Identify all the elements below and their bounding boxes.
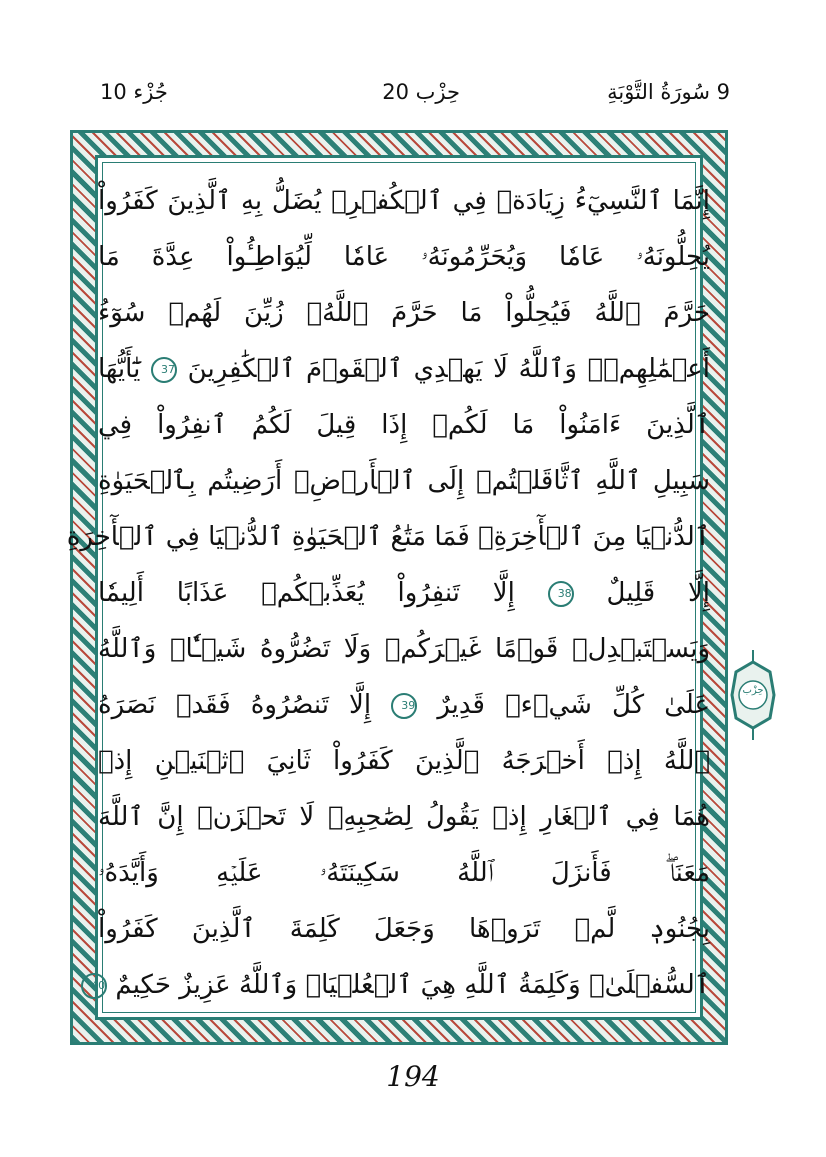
hizb-medallion xyxy=(730,650,776,740)
verse-line: أَعۡمَٰلِهِمۡۗ وَٱللَّهُ لَا يَهۡدِي ٱلۡقَوۡمَ ٱلۡكَٰفِرِينَ 37 يَٰٓأَيُّهَا xyxy=(98,354,711,384)
verse-line: سَبِيلِ ٱللَّهِ ٱثَّاقَلۡتُمۡ إِلَى ٱلۡأَرۡضِۚ أَرَضِيتُم بِٱلۡحَيَوٰةِ xyxy=(98,466,710,496)
verse-line: ٱلسُّفۡلَىٰۗ وَكَلِمَةُ ٱللَّهِ هِيَ ٱلۡعُلۡيَاۗ وَٱللَّهُ عَزِيزٌ حَكِيمٌ 40 xyxy=(98,960,710,1010)
verse-line: ٱلدُّنۡيَا مِنَ ٱلۡأٓخِرَةِۚ فَمَا مَتَٰعُ ٱلۡحَيَوٰةِ ٱلدُّنۡيَا فِي ٱلۡأٓخِرَةِ xyxy=(66,522,710,552)
ayah-number-marker: 37 xyxy=(151,357,177,383)
verse-line: ٱللَّهُ إِذۡ أَخۡرَجَهُ ٱلَّذِينَ كَفَرُواْ ثَانِيَ ٱثۡنَيۡنِ إِذۡ xyxy=(98,746,710,776)
juz-number: جُزْء 10 xyxy=(100,80,168,104)
verse-text-block xyxy=(66,176,711,1006)
verse-line: يُحِلُّونَهُۥ عَامٗا وَيُحَرِّمُونَهُۥ عَامٗا لِّيُوَاطِـُٔواْ عِدَّةَ مَا xyxy=(98,242,710,272)
verse-line: عَلَىٰ كُلِّ شَيۡءٖ قَدِيرٌ 39 إِلَّا تَنصُرُوهُ فَقَدۡ نَصَرَهُ xyxy=(98,690,711,720)
ayah-number-marker: 40 xyxy=(81,973,107,999)
verse-line: إِلَّا قَلِيلٌ 38 إِلَّا تَنفِرُواْ يُعَذِّبۡكُمۡ عَذَابًا أَلِيمٗا xyxy=(98,578,711,608)
page-number: 194 xyxy=(386,1060,440,1093)
verse-line: مَعَنَاۖ فَأَنزَلَ ٱللَّهُ سَكِينَتَهُۥ عَلَيۡهِ وَأَيَّدَهُۥ xyxy=(98,858,710,888)
surah-name: 9 سُورَةُ التَّوْبَةِ xyxy=(607,80,730,104)
hizb-medallion-label: حِزْب xyxy=(742,685,764,696)
hizb-number: حِزْب 20 xyxy=(382,80,460,104)
verse-line: ٱلَّذِينَ ءَامَنُواْ مَا لَكُمۡ إِذَا قِيلَ لَكُمُ ٱنفِرُواْ فِي xyxy=(98,410,710,440)
ayah-number-marker: 38 xyxy=(548,581,574,607)
verse-line: بِجُنُودٖ لَّمۡ تَرَوۡهَا وَجَعَلَ كَلِمَةَ ٱلَّذِينَ كَفَرُواْ xyxy=(98,914,710,944)
ayah-number-marker: 39 xyxy=(391,693,417,719)
page-header xyxy=(100,80,730,120)
verse-line: وَيَسۡتَبۡدِلۡ قَوۡمًا غَيۡرَكُمۡ وَلَا تَضُرُّوهُ شَيۡـٔٗاۗ وَٱللَّهُ xyxy=(98,634,710,664)
verse-line: إِنَّمَا ٱلنَّسِيٓءُ زِيَادَةٞ فِي ٱلۡكُفۡرِۖ يُضَلُّ بِهِ ٱلَّذِينَ كَفَرُواْ xyxy=(98,186,710,216)
verse-line: حَرَّمَ ٱللَّهُ فَيُحِلُّواْ مَا حَرَّمَ ٱللَّهُۚ زُيِّنَ لَهُمۡ سُوٓءُ xyxy=(98,298,710,328)
verse-line: هُمَا فِي ٱلۡغَارِ إِذۡ يَقُولُ لِصَٰحِبِهِۦ لَا تَحۡزَنۡ إِنَّ ٱللَّهَ xyxy=(98,802,710,832)
